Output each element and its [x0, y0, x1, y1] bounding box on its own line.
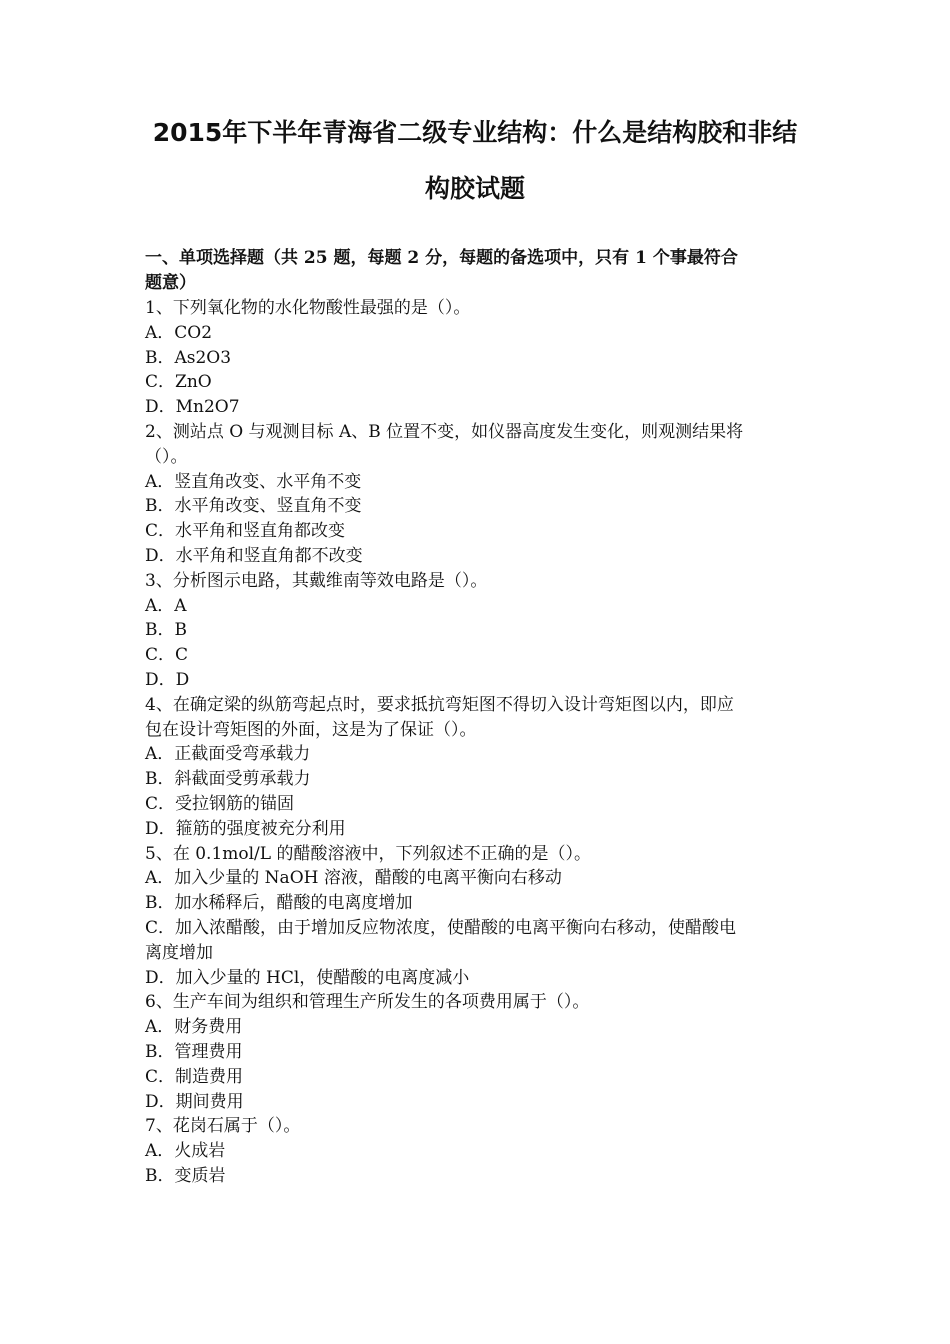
text-line: C．C [145, 645, 189, 666]
text-line: A．财务费用 [145, 1017, 243, 1038]
document-title-line-2: 构胶试题 [424, 174, 525, 203]
text-line: C．ZnO [145, 372, 212, 393]
text-line: （）。 [145, 446, 188, 467]
text-line: D．加入少量的 HCl，使醋酸的电离度减小 [145, 967, 470, 988]
text-line: 7、花岗石属于（）。 [145, 1116, 301, 1137]
text-line: C．水平角和竖直角都改变 [145, 521, 346, 542]
text-line: B．加水稀释后，醋酸的电离度增加 [145, 893, 413, 914]
text-line: 3、分析图示电路，其戴维南等效电路是（）。 [145, 570, 488, 591]
text-line: B．管理费用 [145, 1041, 243, 1062]
text-line: B．As2O3 [145, 347, 232, 368]
text-line: C．制造费用 [145, 1066, 244, 1087]
text-line: D．期间费用 [145, 1091, 244, 1112]
text-line: A．A [145, 595, 187, 616]
text-line: 包在设计弯矩图的外面，这是为了保证（）。 [145, 719, 477, 740]
text-line: C．加入浓醋酸，由于增加反应物浓度，使醋酸的电离平衡向右移动，使醋酸电 [145, 917, 737, 938]
text-line: B．水平角改变、竖直角不变 [145, 496, 362, 517]
text-line: 6、生产车间为组织和管理生产所发生的各项费用属于（）。 [145, 992, 590, 1013]
text-line: A．CO2 [145, 322, 213, 343]
text-line: D．Mn2O7 [145, 397, 240, 418]
text-line: D．箍筋的强度被充分利用 [145, 818, 346, 839]
question-list [145, 296, 810, 1189]
text-line: 4、在确定梁的纵筋弯起点时，要求抵抗弯矩图不得切入设计弯矩图以内，即应 [145, 694, 734, 715]
text-line: 2、测站点 O 与观测目标 A、B 位置不变，如仪器高度发生变化，则观测结果将 [145, 421, 744, 442]
text-line: B．斜截面受剪承载力 [145, 769, 311, 790]
text-line: A．正截面受弯承载力 [145, 744, 311, 765]
text-line: D．D [145, 669, 190, 690]
text-line: C．受拉钢筋的锚固 [145, 793, 295, 814]
text-line: 5、在 0.1mol/L 的醋酸溶液中，下列叙述不正确的是（）。 [145, 843, 591, 864]
text-line: A．竖直角改变、水平角不变 [145, 471, 362, 492]
section-heading [145, 246, 810, 296]
text-line: A．加入少量的 NaOH 溶液，醋酸的电离平衡向右移动 [145, 868, 562, 889]
text-line: B．变质岩 [145, 1165, 226, 1186]
text-line: D．水平角和竖直角都不改变 [145, 545, 363, 566]
document-title-line-1: 2015年下半年青海省二级专业结构：什么是结构胶和非结 [152, 118, 798, 147]
section-heading-line-2: 题意） [145, 272, 196, 293]
text-line: A．火成岩 [145, 1141, 226, 1162]
section-heading-line-1: 一、单项选择题（共 25 题，每题 2 分，每题的备选项中，只有 1 个事最符合 [145, 248, 738, 268]
text-line: B．B [145, 620, 187, 641]
text-line: 1、下列氧化物的水化物酸性最强的是（）。 [145, 298, 471, 318]
text-line: 离度增加 [145, 942, 213, 963]
